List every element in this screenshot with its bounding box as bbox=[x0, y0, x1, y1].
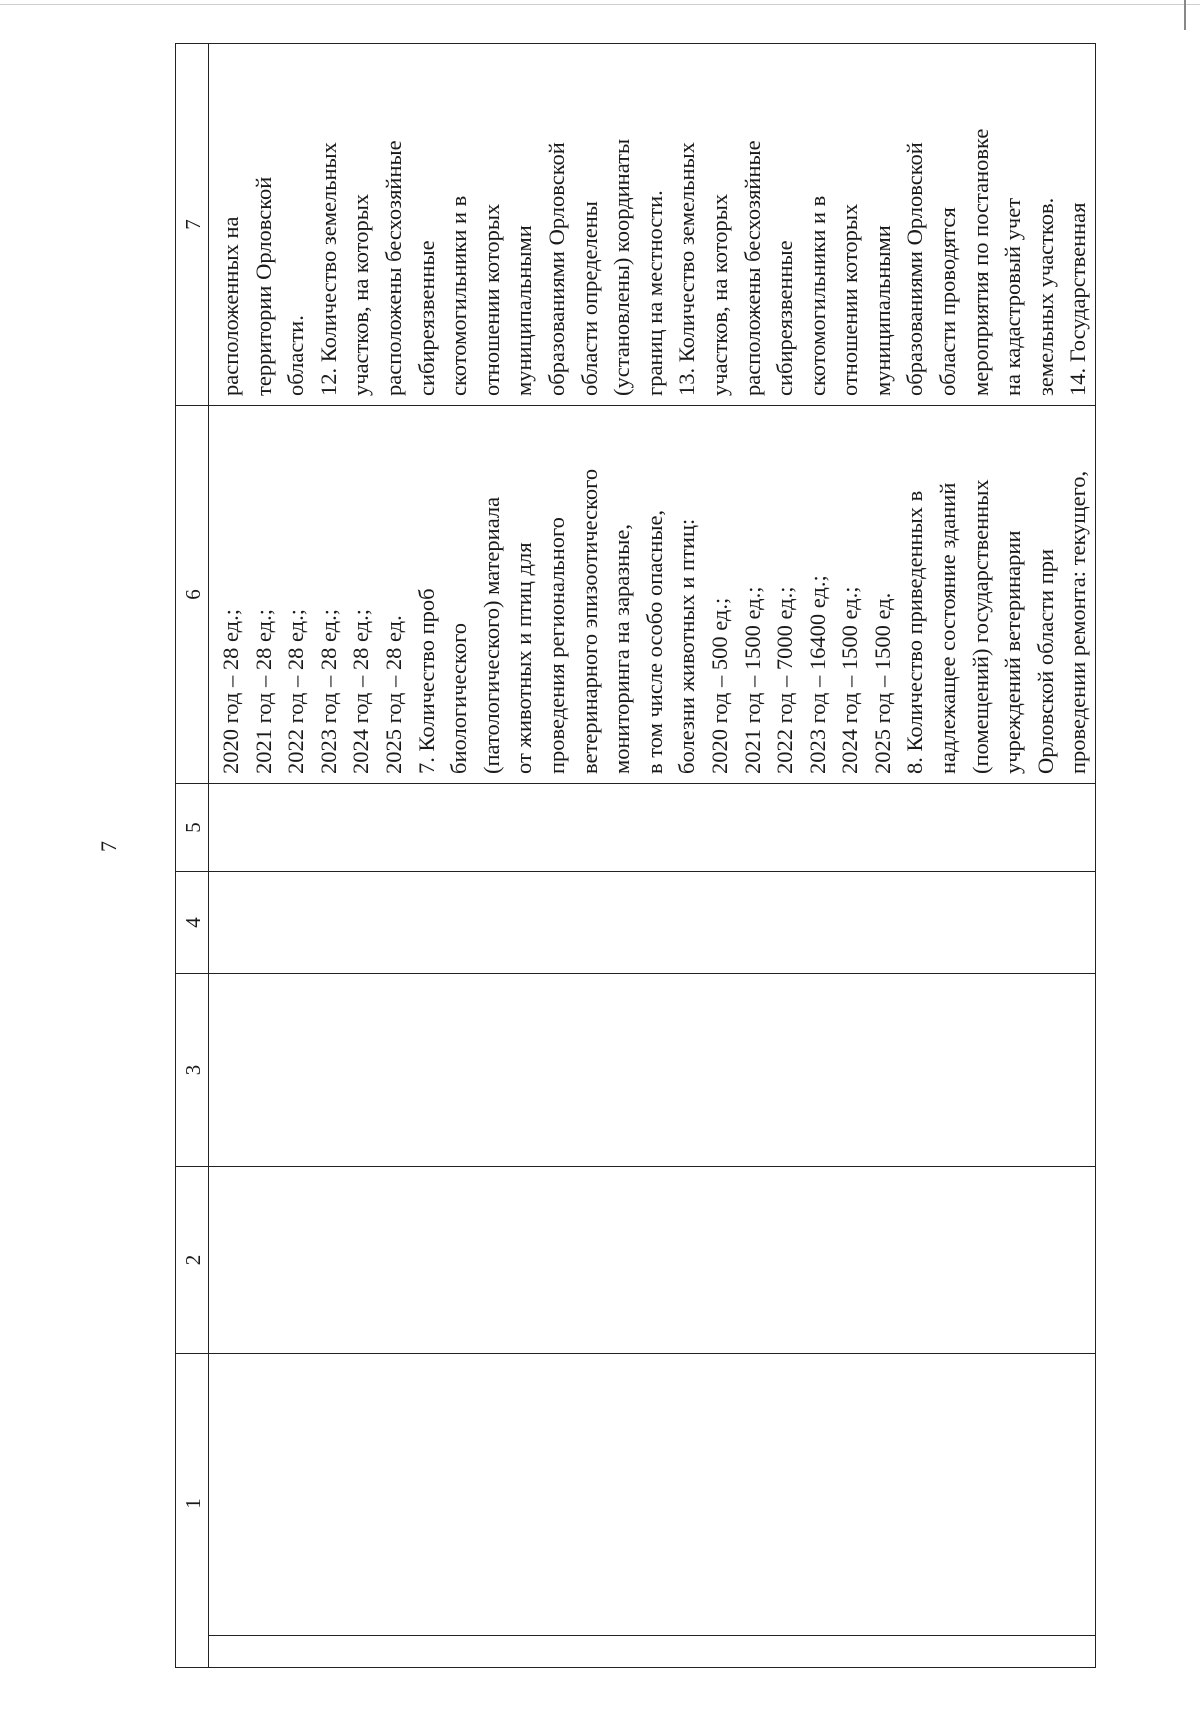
cell-col4 bbox=[209, 872, 1096, 974]
col7-line: (установлены) координаты bbox=[609, 138, 635, 396]
col6-line: 2020 год – 500 ед.; bbox=[706, 597, 732, 774]
col6-line: 2021 год – 28 ед.; bbox=[250, 609, 276, 774]
col6-line: (патологического) материала bbox=[478, 496, 504, 774]
col7-line: 14. Государственная bbox=[1065, 202, 1091, 396]
col6-line: биологического bbox=[446, 623, 472, 774]
col7-line: территории Орловской bbox=[250, 176, 276, 396]
column-header-7: 7 bbox=[176, 44, 209, 406]
col6-line: от животных и птиц для bbox=[511, 542, 537, 774]
col6-line: 2025 год – 28 ед. bbox=[380, 615, 406, 774]
col6-line: учреждений ветеринарии bbox=[1000, 530, 1026, 774]
col6-line: 8. Количество приведенных в bbox=[902, 490, 928, 774]
cell-col1 bbox=[209, 1354, 1096, 1636]
col6-line: 2023 год – 28 ед.; bbox=[315, 609, 341, 774]
col6-line: болезни животных и птиц: bbox=[674, 518, 700, 774]
col6-line: 2021 год – 1500 ед.; bbox=[739, 586, 765, 774]
col7-line: 13. Количество земельных bbox=[674, 142, 700, 396]
col7-line: сибиреязвенные bbox=[772, 240, 798, 396]
column-header-4: 4 bbox=[176, 872, 209, 974]
col6-line: 2023 год – 16400 ед.; bbox=[804, 575, 830, 774]
col7-line: области определены bbox=[576, 201, 602, 396]
indicators-text-col7 bbox=[209, 44, 1095, 405]
col7-line: сибиреязвенные bbox=[413, 240, 439, 396]
indicators-table bbox=[175, 43, 1096, 1668]
col7-line: скотомогильники и в bbox=[804, 195, 830, 396]
table-row bbox=[209, 44, 1096, 1668]
col7-line: образованиями Орловской bbox=[543, 142, 569, 396]
col7-line: расположены бесхозяйные bbox=[739, 140, 765, 396]
column-header-2: 2 bbox=[176, 1167, 209, 1354]
col6-line: проведения регионального bbox=[543, 517, 569, 774]
cell-col3 bbox=[209, 974, 1096, 1167]
col7-line: расположены бесхозяйные bbox=[380, 140, 406, 396]
col7-line: участков, на которых bbox=[706, 193, 732, 396]
column-header-6: 6 bbox=[176, 406, 209, 784]
col6-line: ветеринарного эпизоотического bbox=[576, 468, 602, 774]
col6-line: мониторинга на заразные, bbox=[609, 524, 635, 774]
col7-line: расположенных на bbox=[218, 216, 243, 396]
col6-line: 2022 год – 7000 ед.; bbox=[772, 586, 798, 774]
col7-line: области. bbox=[283, 315, 309, 396]
col7-line: участков, на которых bbox=[348, 193, 374, 396]
col6-line: в том числе особо опасные, bbox=[641, 509, 667, 774]
col7-line: на кадастровый учет bbox=[1000, 197, 1026, 396]
column-header-1: 1 bbox=[176, 1354, 209, 1668]
col7-line: 12. Количество земельных bbox=[315, 142, 341, 396]
scan-edge bbox=[0, 0, 1200, 5]
indicators-text-col6 bbox=[209, 406, 1095, 783]
col6-line: (помещений) государственных bbox=[967, 479, 993, 774]
cell-col7 bbox=[209, 44, 1096, 406]
cell-col6 bbox=[209, 406, 1096, 784]
column-number-row bbox=[176, 44, 209, 1668]
col6-line: 2022 год – 28 ед.; bbox=[283, 609, 309, 774]
col6-line: надлежащее состояние зданий bbox=[935, 482, 961, 774]
col7-line: муниципальными bbox=[869, 225, 895, 396]
col7-line: отношении которых bbox=[478, 203, 504, 396]
col6-line: 7. Количество проб bbox=[413, 588, 439, 774]
rotated-table-wrapper bbox=[175, 44, 1091, 1668]
col6-line: 2025 год – 1500 ед. bbox=[869, 592, 895, 774]
col7-line: мероприятия по постановке bbox=[967, 128, 993, 396]
col6-line: проведении ремонта: текущего, bbox=[1065, 470, 1091, 774]
col7-line: муниципальными bbox=[511, 225, 537, 396]
cell-col1-mark bbox=[209, 1636, 1096, 1668]
col7-line: границ на местности. bbox=[641, 190, 667, 396]
page-number: 7 bbox=[96, 841, 121, 852]
col6-line: Орловской области при bbox=[1032, 548, 1058, 774]
col6-line: 2020 год – 28 ед.; bbox=[218, 609, 243, 774]
col7-line: скотомогильники и в bbox=[446, 195, 472, 396]
cell-col5 bbox=[209, 784, 1096, 872]
column-header-5: 5 bbox=[176, 784, 209, 872]
cell-col2 bbox=[209, 1167, 1096, 1354]
column-header-3: 3 bbox=[176, 974, 209, 1167]
col7-line: образованиями Орловской bbox=[902, 142, 928, 396]
col7-line: отношении которых bbox=[837, 203, 863, 396]
col7-line: области проводятся bbox=[935, 207, 961, 396]
col7-line: земельных участков. bbox=[1032, 197, 1058, 396]
col6-line: 2024 год – 28 ед.; bbox=[348, 609, 374, 774]
scan-edge-mark bbox=[1184, 0, 1186, 30]
col6-line: 2024 год – 1500 ед.; bbox=[837, 586, 863, 774]
